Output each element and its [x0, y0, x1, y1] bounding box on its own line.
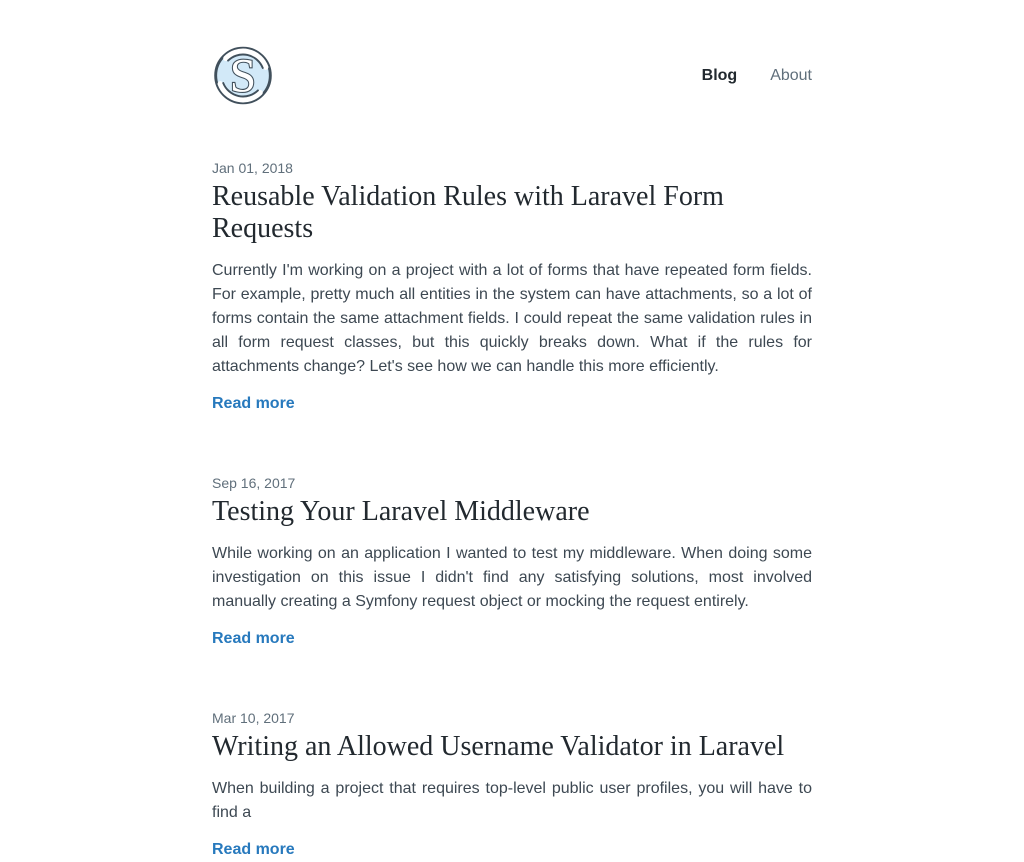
site-header: [212, 0, 812, 107]
nav-link-about[interactable]: About: [770, 66, 812, 84]
read-more-link[interactable]: Read more: [212, 395, 295, 412]
main-nav: [702, 67, 812, 85]
post-date: Mar 10, 2017: [212, 710, 295, 726]
s-logo-icon: [212, 44, 274, 107]
post-title: [212, 496, 812, 528]
post-item: [212, 473, 812, 651]
post-date: Jan 01, 2018: [212, 160, 293, 176]
post-item: [212, 708, 812, 862]
post-excerpt: While working on an application I wanted to test my middleware. When doing some investigation on this issue I didn't find any satisfying solutions, most involved manually creating a Symfony request object or mocking the request entirely.: [212, 545, 812, 610]
post-title-link[interactable]: Writing an Allowed Username Validator in Laravel: [212, 731, 785, 762]
read-more-link[interactable]: Read more: [212, 841, 295, 858]
post-item: [212, 158, 812, 416]
post-list: [212, 107, 812, 862]
post-title-link[interactable]: Testing Your Laravel Middleware: [212, 496, 590, 527]
site-logo[interactable]: [212, 44, 274, 107]
nav-link-blog[interactable]: Blog: [701, 66, 738, 84]
post-title-link[interactable]: Reusable Validation Rules with Laravel Form Requests: [212, 181, 724, 244]
read-more-link[interactable]: Read more: [212, 630, 295, 647]
post-date: Sep 16, 2017: [212, 475, 296, 491]
page-container: [212, 0, 812, 862]
post-title: [212, 181, 812, 245]
post-title: [212, 731, 812, 763]
svg-text:S: S: [229, 50, 257, 103]
post-excerpt: When building a project that requires top-level public user profiles, you will have to find a: [212, 780, 812, 821]
post-excerpt: Currently I'm working on a project with a lot of forms that have repeated form fields. For example, pretty much all entities in the system can have attachments, so a lot of forms contain the same attachment fields. I could repeat the same validation rules in all form request classes, but this quickly breaks down. What if the rules for attachments change? Let's see how we can handle this more efficiently.: [212, 262, 812, 375]
